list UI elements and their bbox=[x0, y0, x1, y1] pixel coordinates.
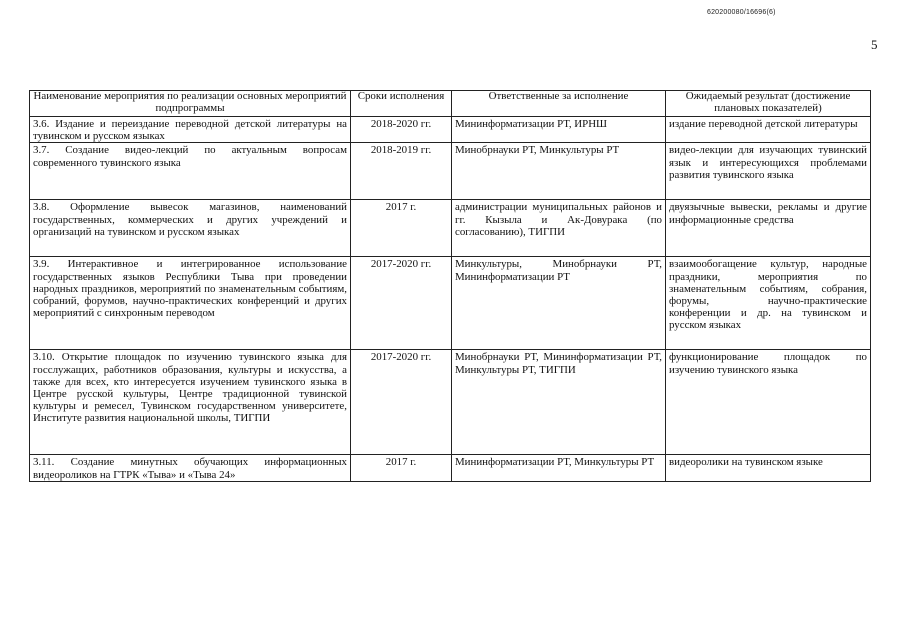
term-cell: 2017 г. bbox=[351, 200, 452, 257]
term-cell: 2018-2020 гг. bbox=[351, 117, 452, 143]
table-row bbox=[30, 257, 871, 350]
responsible-cell: Минобрнауки РТ, Минкультуры РТ bbox=[452, 143, 666, 200]
result-cell: функционирование площадок по изучению тувинского языка bbox=[666, 350, 871, 455]
activity-cell: 3.6. Издание и переиздание переводной детской литературы на тувинском и русском языках bbox=[30, 117, 351, 143]
responsible-cell: Мининформатизации РТ, Минкультуры РТ bbox=[452, 455, 666, 482]
table-row bbox=[30, 455, 871, 482]
table-row bbox=[30, 117, 871, 143]
activity-cell: 3.9. Интерактивное и интегрированное использование государственных языков Республики Тыва при проведении народных праздников, мероприятий по знаменательным событиям, собраний, форумов, научно-практических конференций и других мероприятий с синхронным переводом bbox=[30, 257, 351, 350]
term-cell: 2017 г. bbox=[351, 455, 452, 482]
column-header-result: Ожидаемый результат (достижение плановых показателей) bbox=[666, 91, 871, 117]
table-row bbox=[30, 200, 871, 257]
column-header-activity: Наименование мероприятия по реализации основных мероприятий подпрограммы bbox=[30, 91, 351, 117]
result-cell: видео-лекции для изучающих тувинский язык и интересующихся проблемами развития тувинского языка bbox=[666, 143, 871, 200]
column-header-responsible: Ответственные за исполнение bbox=[452, 91, 666, 117]
activity-cell: 3.8. Оформление вывесок магазинов, наименований государственных, коммерческих и других учреждений и организаций на тувинском и русском языках bbox=[30, 200, 351, 257]
table-row bbox=[30, 143, 871, 200]
term-cell: 2018-2019 гг. bbox=[351, 143, 452, 200]
document-code: 620200080/16696(6) bbox=[707, 9, 776, 16]
activity-cell: 3.7. Создание видео-лекций по актуальным вопросам современного тувинского языка bbox=[30, 143, 351, 200]
result-cell: издание переводной детской литературы bbox=[666, 117, 871, 143]
term-cell: 2017-2020 гг. bbox=[351, 257, 452, 350]
activity-cell: 3.11. Создание минутных обучающих информационных видеороликов на ГТРК «Тыва» и «Тыва 24» bbox=[30, 455, 351, 482]
page-number: 5 bbox=[871, 37, 878, 52]
program-activities-table bbox=[29, 90, 871, 482]
responsible-cell: Мининформатизации РТ, ИРНШ bbox=[452, 117, 666, 143]
table-row bbox=[30, 350, 871, 455]
responsible-cell: администрации муниципальных районов и гг. Кызыла и Ак-Довурака (по согласованию), ТИГПИ bbox=[452, 200, 666, 257]
responsible-cell: Минкультуры, Минобрнауки РТ, Мининформатизации РТ bbox=[452, 257, 666, 350]
result-cell: двуязычные вывески, рекламы и другие информационные средства bbox=[666, 200, 871, 257]
result-cell: взаимообогащение культур, народные праздники, мероприятия по знаменательным событиям, собрания, форумы, научно-практические конференции и др. на тувинском и русском языках bbox=[666, 257, 871, 350]
table-header-row bbox=[30, 91, 871, 117]
term-cell: 2017-2020 гг. bbox=[351, 350, 452, 455]
responsible-cell: Минобрнауки РТ, Мининформатизации РТ, Минкультуры РТ, ТИГПИ bbox=[452, 350, 666, 455]
activity-cell: 3.10. Открытие площадок по изучению тувинского языка для госслужащих, работников образования, культуры и искусства, а также для всех, кто интересуется изучением тувинского языка в Центре русской культуры, Центре традиционной тувинской культуры и ремесел, Тувинском государственном университете, Институте развития национальной школы, ТИГПИ bbox=[30, 350, 351, 455]
column-header-term: Сроки исполнения bbox=[351, 91, 452, 117]
result-cell: видеоролики на тувинском языке bbox=[666, 455, 871, 482]
